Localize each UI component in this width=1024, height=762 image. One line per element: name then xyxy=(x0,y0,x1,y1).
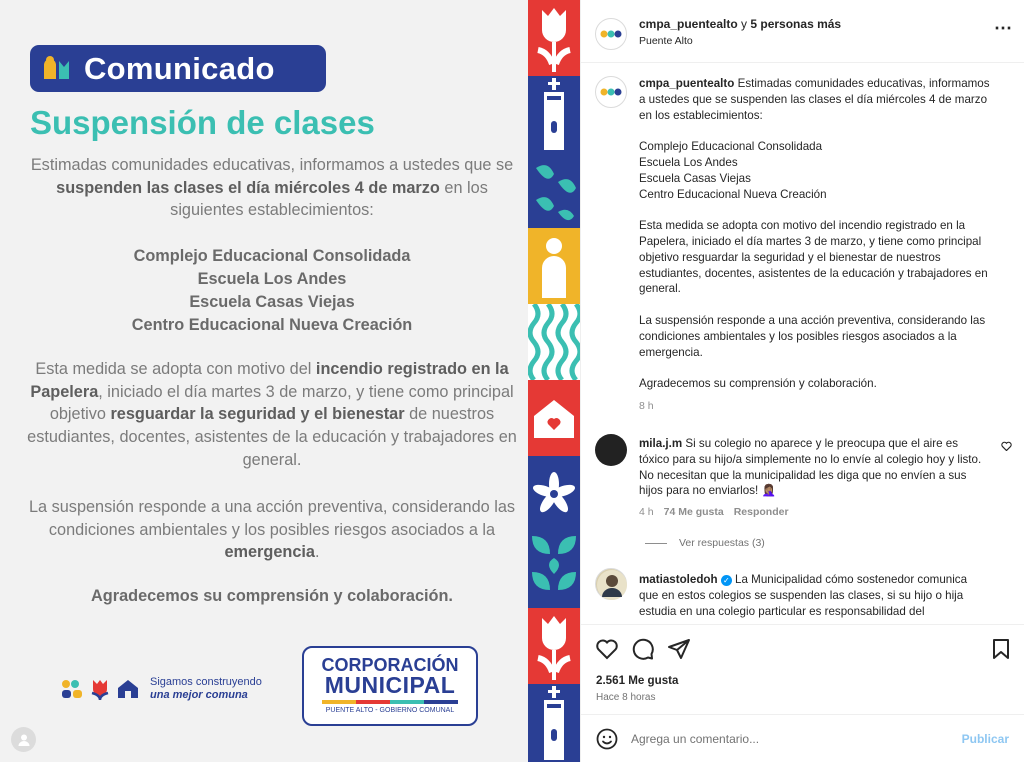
waves-tile-icon xyxy=(528,304,580,380)
decorative-pattern-strip xyxy=(528,0,580,762)
church-tower-tile-icon xyxy=(528,76,580,152)
like-heart-icon[interactable] xyxy=(595,637,621,663)
text-run: , iniciado el día martes 3 de marzo, y tiene como principal objetivo xyxy=(49,382,514,424)
tagged-people-icon[interactable] xyxy=(11,727,36,752)
author-username[interactable]: cmpa_puentealto xyxy=(639,17,738,31)
corp-logo-line-2: MUNICIPAL xyxy=(324,672,456,698)
tulip-tile-icon xyxy=(528,608,580,684)
text-run: Esta medida se adopta con motivo del xyxy=(35,360,316,378)
post-actions xyxy=(581,624,1024,714)
leaves-tile-icon xyxy=(528,532,580,608)
add-comment-bar xyxy=(581,714,1024,762)
poster-thanks: Agradecemos su comprensión y colaboración. xyxy=(91,587,453,605)
comment xyxy=(639,572,989,619)
comment-username[interactable]: matiastoledoh xyxy=(639,573,718,586)
view-replies-button[interactable] xyxy=(645,537,765,549)
slogan-line-2: una mejor comuna xyxy=(150,689,248,701)
text-run: . xyxy=(314,543,320,562)
school-item: Centro Educacional Nueva Creación xyxy=(131,316,413,334)
birds-tile-icon xyxy=(528,152,580,228)
comment-username[interactable]: mila.j.m xyxy=(639,437,683,450)
text-run: de nuestros estudiantes, docentes, asistentes de la educación y trabajadores en general. xyxy=(27,405,517,469)
comment-bubble-icon[interactable] xyxy=(631,637,657,663)
poster-slogan xyxy=(150,676,262,702)
caption-school: Escuela Los Andes xyxy=(639,155,738,169)
church-tower-tile-icon xyxy=(528,684,580,762)
comment-likes[interactable]: 74 Me gusta xyxy=(663,506,724,518)
poster-paragraph-3 xyxy=(18,496,526,564)
comment-text: La Municipalidad cómo sostenedor comunica que en estos colegios se suspenden las clases, si su hijo o hija estudia en una colegio particular es responsabilidad del xyxy=(639,573,968,618)
like-comment-heart-icon[interactable] xyxy=(1001,441,1012,454)
collaborators-link[interactable]: 5 personas más xyxy=(750,17,842,31)
account-avatar[interactable] xyxy=(595,18,627,50)
post-location[interactable]: Puente Alto xyxy=(639,35,693,47)
house-heart-tile-icon xyxy=(528,380,580,456)
poster-paragraph-1 xyxy=(18,154,526,222)
emoji-smiley-icon[interactable] xyxy=(595,727,619,751)
caption-text: Esta medida se adopta con motivo del incendio registrado en la Papelera, iniciado el día martes 3 de marzo, y tiene como principal objetivo resguardar la seguridad y el bienestar de nuestros estudiantes, docentes, asistentes de la educación y trabajadores en general. xyxy=(639,219,988,296)
comment-time: 4 h xyxy=(639,506,654,518)
corp-logo-line-3: PUENTE ALTO - GOBIERNO COMUNAL xyxy=(325,707,455,714)
caption-text: La suspensión responde a una acción preventiva, considerando las condiciones ambientales y los posibles riesgos asociados a la emergencia. xyxy=(639,313,986,359)
corporacion-municipal-logo xyxy=(302,646,478,726)
caption-text: Agradecemos su comprensión y colaboración. xyxy=(639,377,877,391)
caption-school: Escuela Casas Viejas xyxy=(639,171,751,185)
comment-input[interactable] xyxy=(631,729,951,749)
caption-school: Complejo Educacional Consolidada xyxy=(639,140,823,154)
publish-comment-button[interactable]: Publicar xyxy=(961,732,1009,746)
flower-tile-icon xyxy=(528,456,580,532)
save-bookmark-icon[interactable] xyxy=(989,637,1015,663)
slogan-line-1: Sigamos construyendo xyxy=(150,676,262,688)
text-run: en los siguientes establecimientos: xyxy=(170,178,488,220)
poster-paragraph-2 xyxy=(18,358,526,472)
caption-school: Centro Educacional Nueva Creación xyxy=(639,187,827,201)
badge-text: Comunicado xyxy=(84,50,275,86)
school-item: Complejo Educacional Consolidada xyxy=(133,247,411,265)
comuna-logo-icon xyxy=(40,51,76,87)
text-run-bold: suspenden las clases el día miércoles 4 de marzo xyxy=(56,178,440,197)
more-options-icon[interactable]: ⋯ xyxy=(994,18,1013,38)
caption-timestamp: 8 h xyxy=(639,400,654,412)
commenter-avatar[interactable] xyxy=(595,568,627,600)
reply-button[interactable]: Responder xyxy=(733,506,789,518)
people-logo-icon xyxy=(60,677,84,701)
caption-avatar[interactable] xyxy=(595,76,627,108)
text-run-bold: emergencia xyxy=(224,543,315,562)
caption-text: Estimadas comunidades educativas, informamos a ustedes que se suspenden las clases el día miércoles 4 de marzo en los establecimientos: xyxy=(639,77,990,122)
corp-logo-line-1: CORPORACIÓN xyxy=(321,655,459,675)
verified-badge-icon: ✓ xyxy=(721,575,732,586)
comment xyxy=(639,436,989,499)
poster-footer-logos xyxy=(60,676,262,702)
person-tile-icon xyxy=(528,228,580,304)
poster-headline: Suspensión de clases xyxy=(30,104,375,141)
house-logo-icon xyxy=(116,677,140,701)
collab-connector: y xyxy=(737,17,751,31)
tulip-logo-icon xyxy=(88,677,112,701)
text-run: La suspensión responde a una acción preventiva, considerando las condiciones ambientales y los posibles riesgos asociados a la xyxy=(28,498,516,539)
school-item: Escuela Los Andes xyxy=(197,270,347,288)
caption-username[interactable]: cmpa_puentealto xyxy=(639,77,735,90)
commenter-avatar[interactable] xyxy=(595,434,627,466)
post-author-line xyxy=(639,17,841,31)
poster-school-list xyxy=(18,245,526,337)
comments-section[interactable] xyxy=(581,63,1024,624)
corp-logo-stripe xyxy=(322,700,458,704)
text-run-bold: resguardar la seguridad y el bienestar xyxy=(110,405,405,424)
post-caption xyxy=(639,76,999,392)
likes-count[interactable]: 2.561 Me gusta xyxy=(596,674,679,687)
share-paper-plane-icon[interactable] xyxy=(667,637,693,663)
text-run: Estimadas comunidades educativas, informamos a ustedes que se xyxy=(30,156,514,174)
view-replies-label: Ver respuestas (3) xyxy=(679,537,765,549)
comunicado-badge xyxy=(30,45,326,92)
school-item: Escuela Casas Viejas xyxy=(189,293,355,311)
comment-meta xyxy=(639,506,799,518)
comment-text: Si su colegio no aparece y le preocupa que el aire es tóxico para su hijo/a simplemente no lo envíe al colegio hoy y listo. No necesitan que la municipalidad les diga que no envíen a sus hijos para no enviarlos! 🤦🏽‍♀️ xyxy=(639,437,982,498)
tulip-tile-icon xyxy=(528,0,580,76)
replies-divider xyxy=(645,543,667,544)
post-header xyxy=(581,0,1024,63)
post-side-panel xyxy=(580,0,1024,762)
post-time-ago: Hace 8 horas xyxy=(596,692,656,703)
text-run-bold: incendio registrado en la Papelera xyxy=(30,360,509,401)
